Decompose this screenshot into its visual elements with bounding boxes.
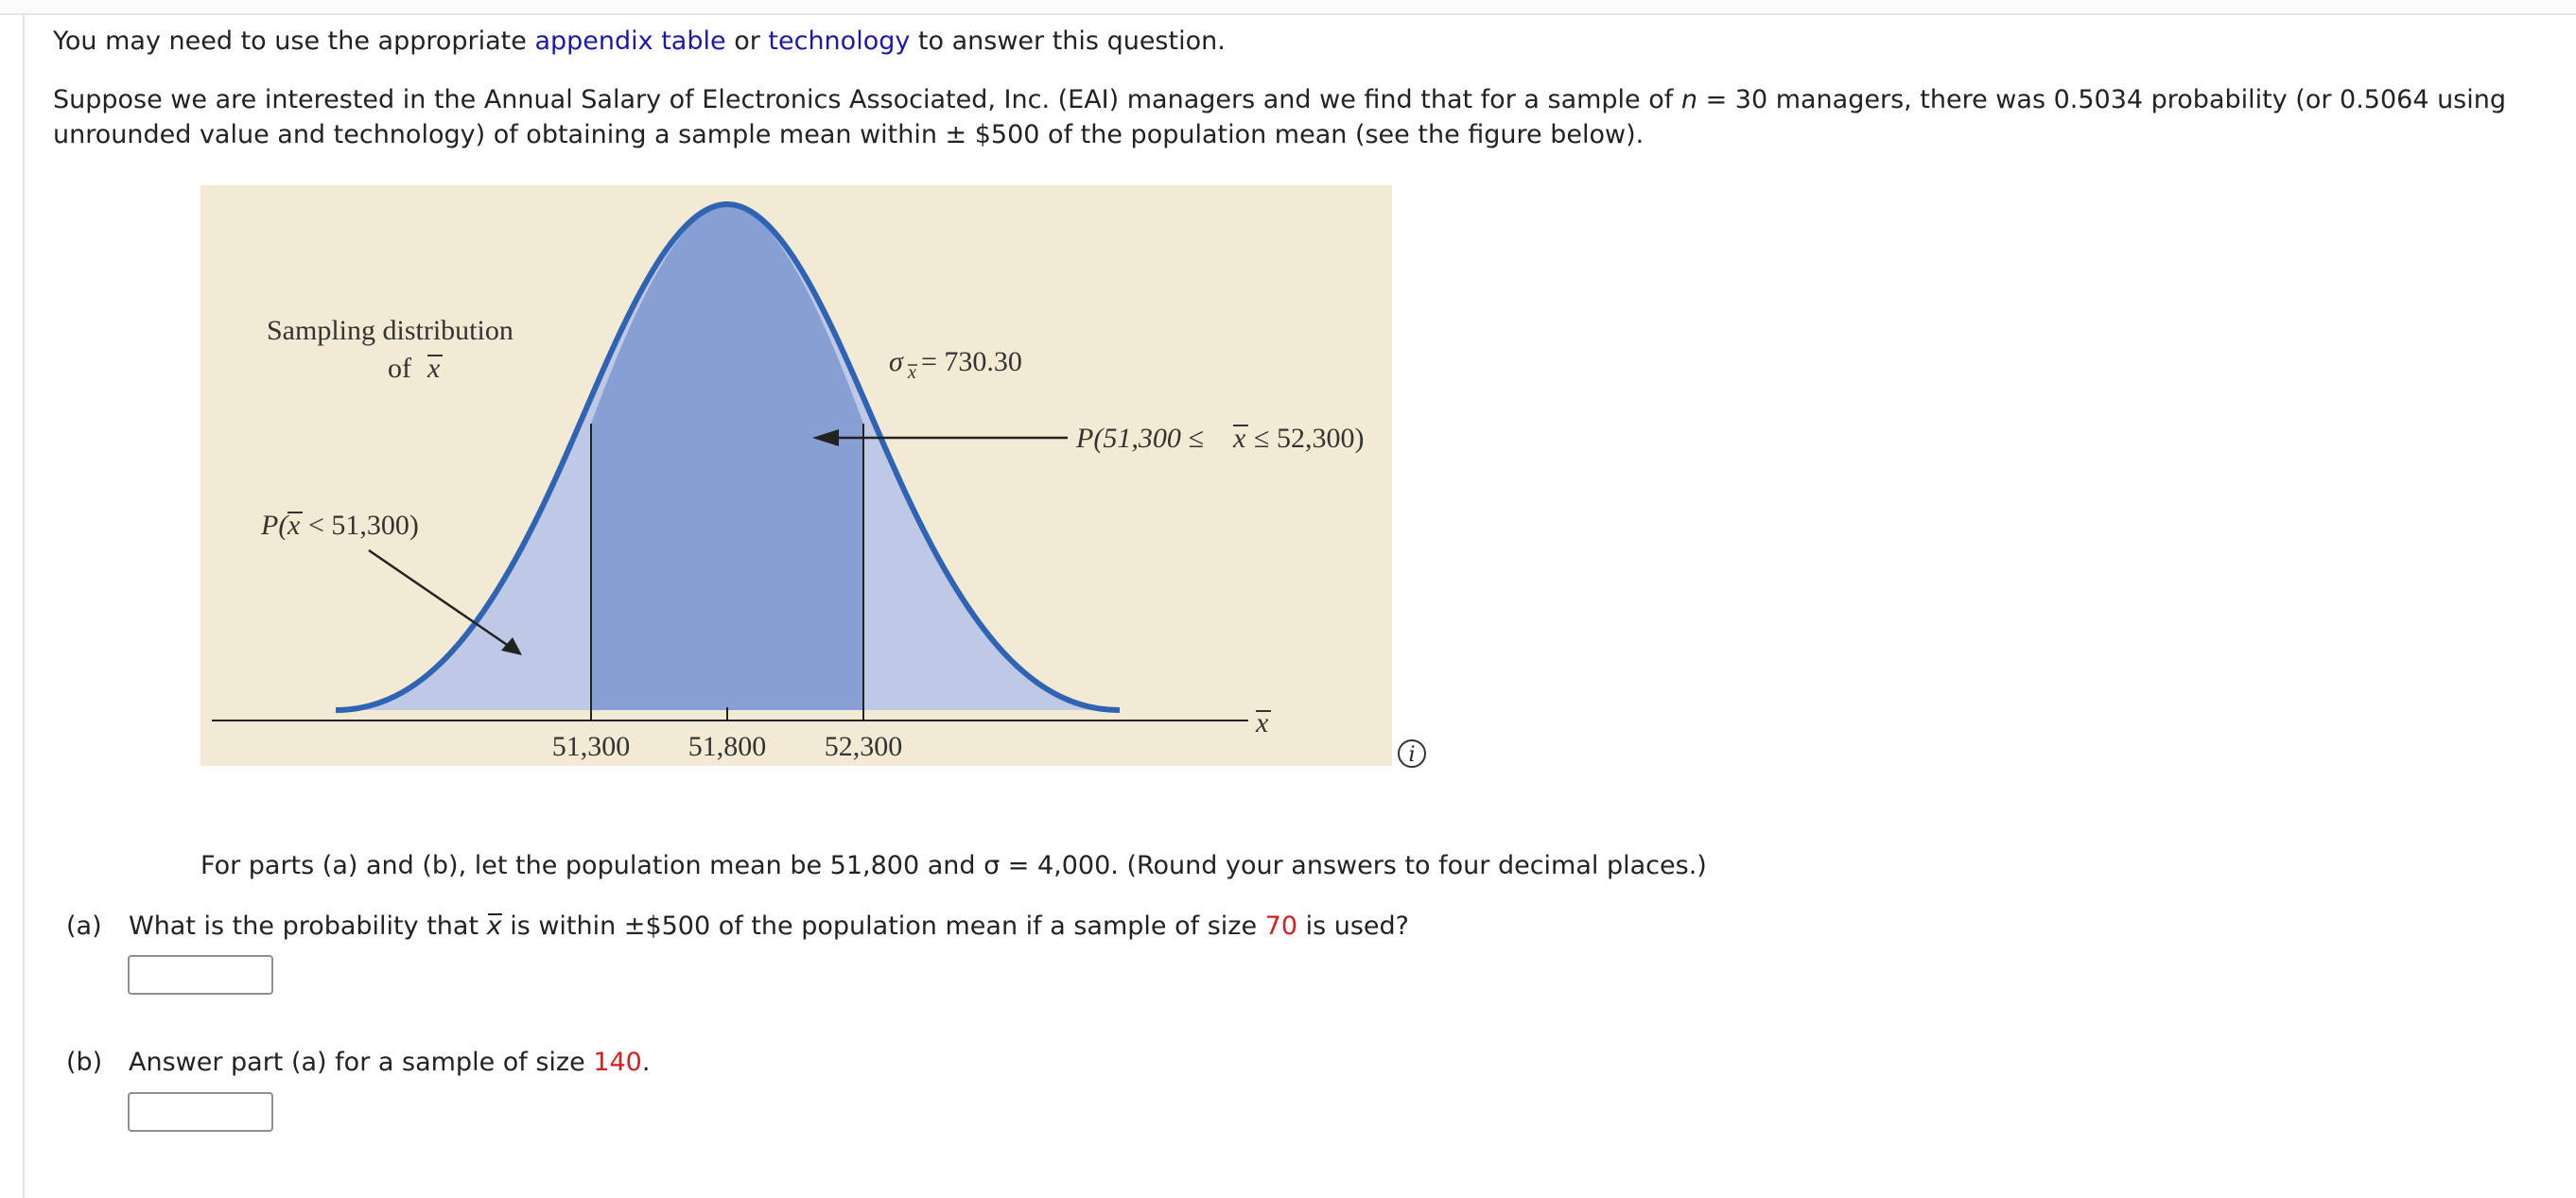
sigma-subscript: x xyxy=(908,362,916,383)
part-b-text-after: . xyxy=(641,1048,651,1077)
part-a-text-before: What is the probability that xyxy=(129,912,487,941)
intro-text xyxy=(53,24,1226,60)
sampling-label-line2: of xyxy=(388,353,411,384)
problem-line-1 xyxy=(53,82,2506,118)
instructions-text: For parts (a) and (b), let the population mean be 51,800 and σ = 4,000. (Round your answers to four decimal places.) xyxy=(200,851,1707,880)
problem-line-1b: = 30 managers, there was 0.5034 probability (or 0.5064 using xyxy=(1697,85,2507,114)
mid-prob-label: P(51,300 ≤ xyxy=(1076,423,1204,454)
part-b-text-before: Answer part (a) for a sample of size xyxy=(129,1048,594,1077)
sampling-label-line1: Sampling distribution xyxy=(267,315,513,346)
tick-label-52300: 52,300 xyxy=(824,731,903,762)
intro-mid: or xyxy=(725,26,769,56)
mid-prob-rest: ≤ 52,300) xyxy=(1254,423,1365,454)
mid-prob-xbar: x xyxy=(1233,423,1246,454)
left-prob-rest: < 51,300) xyxy=(308,510,419,541)
normal-curve-graphic xyxy=(200,185,1392,766)
part-b-question xyxy=(66,1045,650,1081)
part-a-text-mid: is within ±$500 of the population mean if a sample of size xyxy=(501,912,1265,941)
problem-line-2: unrounded value and technology) of obtaining a sample mean within ± $500 of the population mean (see the figure below). xyxy=(53,120,1645,149)
part-b-label: (b) xyxy=(66,1048,103,1077)
part-a-sample-size: 70 xyxy=(1264,912,1298,941)
intro-suffix: to answer this question. xyxy=(910,26,1226,56)
part-a-text-after: is used? xyxy=(1297,912,1410,941)
n-symbol: n xyxy=(1680,85,1697,114)
part-a-label: (a) xyxy=(66,912,102,941)
tick-label-51800: 51,800 xyxy=(688,731,767,762)
x-bar-symbol: x xyxy=(487,909,502,945)
intro-prefix: You may need to use the appropriate xyxy=(53,26,535,56)
part-a-answer-input[interactable] xyxy=(128,955,273,995)
top-border xyxy=(0,0,2576,15)
technology-link[interactable]: technology xyxy=(768,26,911,56)
left-prob-xbar: x xyxy=(287,510,301,541)
sampling-distribution-figure xyxy=(200,185,1392,766)
sampling-label-xbar: x xyxy=(427,353,441,384)
problem-line-1a: Suppose we are interested in the Annual Salary of Electronics Associated, Inc. (EAI) managers and we find that for a sample of xyxy=(53,85,1681,114)
info-icon[interactable]: i xyxy=(1398,739,1426,768)
appendix-table-link[interactable]: appendix table xyxy=(534,26,726,56)
axis-xbar: x xyxy=(1256,707,1269,738)
part-a-question xyxy=(66,909,1409,945)
center-area xyxy=(591,204,863,710)
part-b-answer-input[interactable] xyxy=(128,1092,273,1132)
sigma-symbol: σ xyxy=(889,346,903,377)
sigma-value: = 730.30 xyxy=(921,346,1022,377)
left-border xyxy=(23,13,25,1198)
left-prob-label: P( xyxy=(261,510,288,541)
tick-label-51300: 51,300 xyxy=(551,731,631,762)
part-b-sample-size: 140 xyxy=(593,1048,642,1077)
